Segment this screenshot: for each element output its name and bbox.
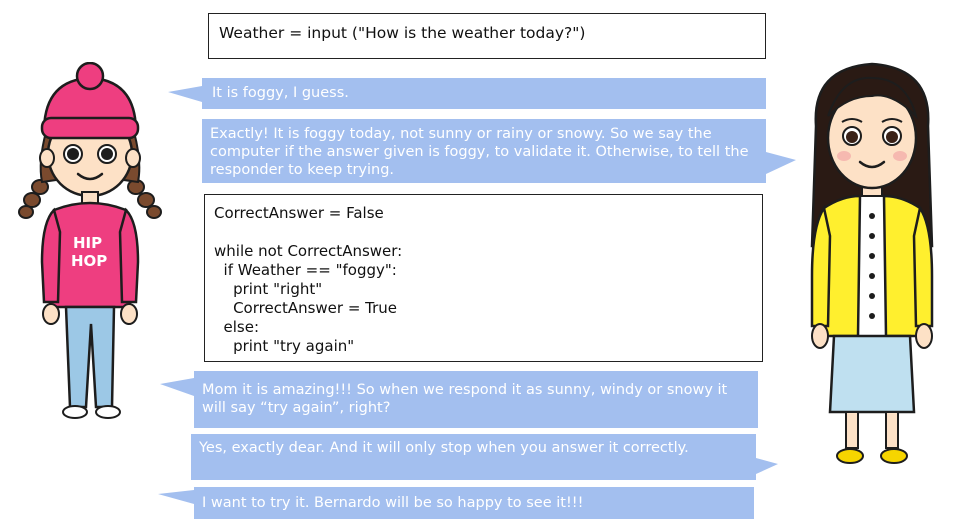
shirt-text-hop: HOP xyxy=(71,252,108,270)
girl-jeans xyxy=(66,307,114,407)
loop-code-box xyxy=(204,194,763,362)
shirt-text-hip: HIP xyxy=(73,234,103,252)
bubble-tail xyxy=(766,152,796,174)
code-line: if Weather == "foggy": xyxy=(214,261,397,279)
bubble-tail xyxy=(158,490,194,504)
mom-character xyxy=(802,56,942,468)
code-line: else: xyxy=(214,318,260,336)
speech-bubble-girl xyxy=(202,78,766,109)
girl-character xyxy=(18,62,168,422)
code-line: print "right" xyxy=(214,280,323,298)
pompom xyxy=(77,63,103,89)
bubble-text: It is foggy, I guess. xyxy=(212,85,349,101)
speech-bubble-mom xyxy=(202,119,766,183)
bubble-tail xyxy=(756,458,778,474)
speech-bubble-girl xyxy=(194,487,754,519)
code-line: print "try again" xyxy=(214,337,355,355)
input-code-line: Weather = input ("How is the weather today?") xyxy=(219,24,586,42)
bubble-text: Yes, exactly dear. And it will only stop when you answer it correctly. xyxy=(199,440,689,456)
code-line: while not CorrectAnswer: xyxy=(214,242,403,260)
code-line: CorrectAnswer = True xyxy=(214,299,398,317)
mom-skirt xyxy=(830,336,914,412)
bubble-tail xyxy=(168,86,202,102)
speech-bubble-mom xyxy=(191,434,756,480)
code-line xyxy=(214,223,753,242)
bubble-text: Exactly! It is foggy today, not sunny or rainy or snowy. So we say the computer if the answer given is foggy, to validate it. Otherwise, to tell the responder to keep trying. xyxy=(210,126,749,178)
speech-bubble-girl xyxy=(194,371,758,428)
bubble-text: Mom it is amazing!!! So when we respond it as sunny, windy or snowy it will say “try again”, right? xyxy=(202,382,728,416)
input-code-box xyxy=(208,13,766,59)
code-line: CorrectAnswer = False xyxy=(214,204,384,222)
bubble-text: I want to try it. Bernardo will be so happy to see it!!! xyxy=(202,495,584,511)
